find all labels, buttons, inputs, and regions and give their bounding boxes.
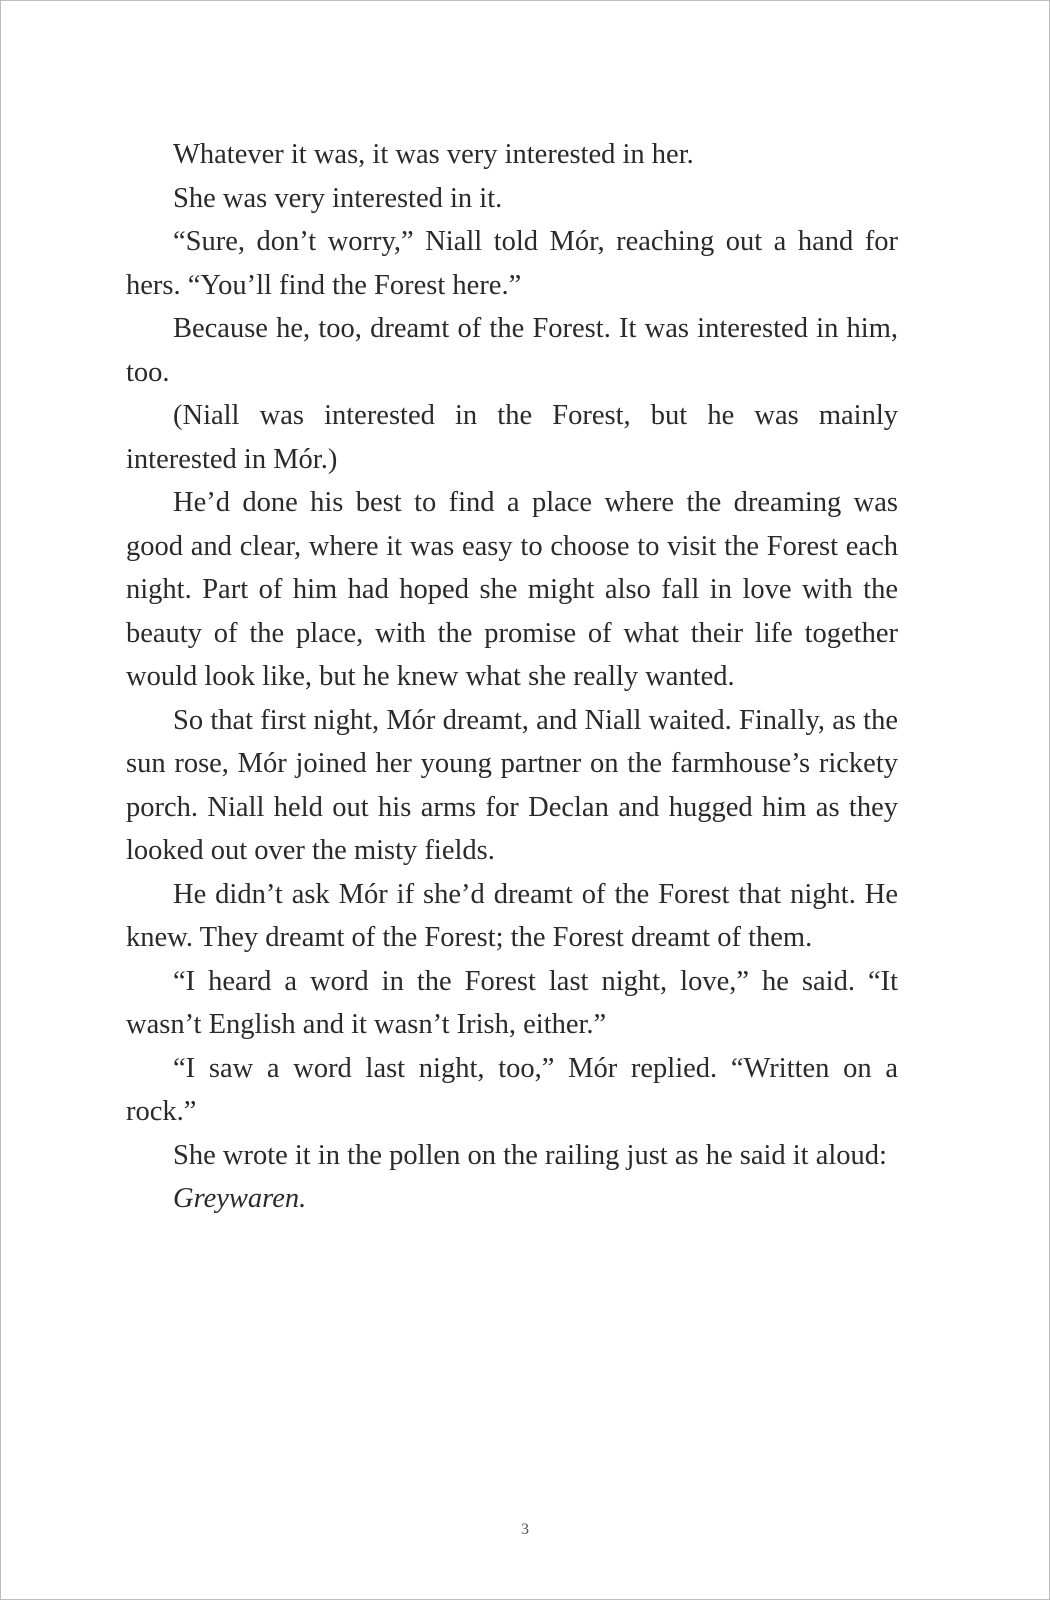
body-text [126, 133, 898, 1221]
paragraph: “I saw a word last night, too,” Mór replied. “Written on a rock.” [126, 1052, 898, 1127]
page-number: 3 [521, 1521, 529, 1538]
italic-word-paragraph: Greywaren. [173, 1183, 307, 1214]
paragraph: (Niall was interested in the Forest, but he was mainly interested in Mór.) [126, 400, 898, 475]
paragraph: Because he, too, dreamt of the Forest. It was interested in him, too. [126, 313, 898, 388]
paragraph: “I heard a word in the Forest last night, love,” he said. “It wasn’t English and it wasn’t Irish, either.” [126, 965, 898, 1040]
paragraph: He didn’t ask Mór if she’d dreamt of the Forest that night. He knew. They dreamt of the Forest; the Forest dreamt of them. [126, 878, 898, 953]
paragraph: Whatever it was, it was very interested in her. [173, 139, 694, 170]
paragraph: He’d done his best to find a place where the dreaming was good and clear, where it was easy to choose to visit the Forest each night. Part of him had hoped she might also fall in love with the beauty of the place, with the promise of what their life together would look like, but he knew what she really wanted. [126, 487, 898, 692]
paragraph: She was very interested in it. [173, 182, 503, 214]
paragraph: “Sure, don’t worry,” Niall told Mór, reaching out a hand for hers. “You’ll find the Forest here.” [126, 226, 898, 301]
paragraph: So that first night, Mór dreamt, and Niall waited. Finally, as the sun rose, Mór joined her young partner on the farmhouse’s rickety porch. Niall held out his arms for Declan and hugged him as they looked out over the misty fields. [126, 704, 898, 866]
paragraph: She wrote it in the pollen on the railing just as he said it aloud: [173, 1139, 887, 1171]
